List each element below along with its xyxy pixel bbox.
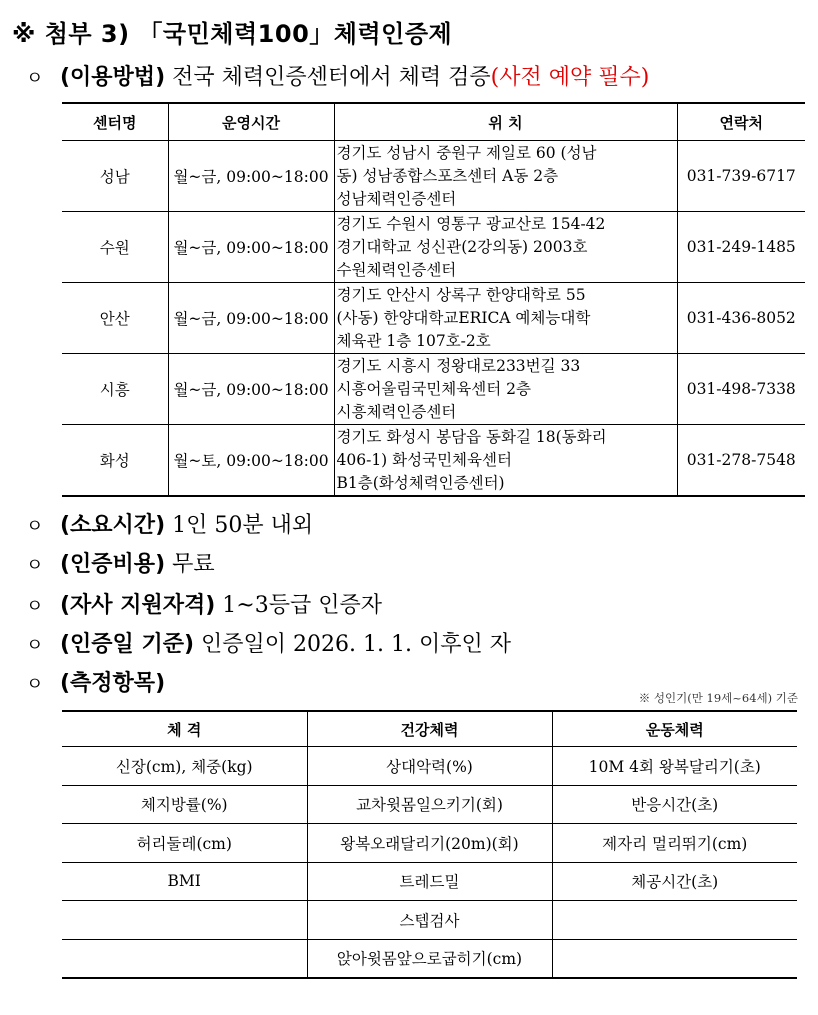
bullet-mark: ㅇ (26, 555, 44, 576)
usage-text: 전국 체력인증센터에서 체력 검증 (165, 65, 491, 90)
center-table-header (62, 103, 805, 141)
center-phone: 031-739-6717 (677, 141, 805, 212)
eligibility-label: (자사 지원자격) (60, 593, 216, 618)
address-line: 경기도 성남시 중원구 제일로 60 (성남 (336, 143, 597, 162)
center-name: 안산 (62, 283, 168, 354)
header-physique: 체 격 (62, 711, 307, 747)
table-cell: 트레드밀 (307, 862, 552, 901)
bullet-mark: ㅇ (26, 596, 44, 617)
table-cell (62, 939, 307, 978)
eligibility-line (26, 588, 382, 619)
center-address (334, 354, 677, 425)
address-line: 시흥어울림국민체육센터 2층 (336, 379, 531, 398)
address-line: 경기도 시흥시 정왕대로233번길 33 (336, 356, 581, 375)
center-hours: 월~금, 09:00~18:00 (168, 354, 334, 425)
address-line: 406-1) 화성국민체육센터 (336, 450, 512, 469)
bullet-mark: ㅇ (26, 674, 44, 695)
cost-text: 무료 (165, 552, 215, 577)
usage-line (26, 60, 649, 91)
header-health-fitness: 건강체력 (307, 711, 552, 747)
address-line: 동) 성남종합스포츠센터 A동 2층 (336, 166, 559, 185)
table-cell (552, 901, 797, 940)
address-line: (사동) 한양대학교ERICA 예체능대학 (336, 308, 591, 327)
bullet-mark: ㅇ (26, 516, 44, 537)
center-name: 성남 (62, 141, 168, 212)
table-cell: 왕복오래달리기(20m)(회) (307, 824, 552, 863)
center-phone: 031-249-1485 (677, 212, 805, 283)
table-row (62, 939, 797, 978)
table-cell: 교차윗몸일으키기(회) (307, 785, 552, 824)
table-row (62, 354, 805, 425)
header-contact: 연락처 (677, 103, 805, 141)
address-line: 경기도 안산시 상록구 한양대학로 55 (336, 285, 586, 304)
center-hours: 월~금, 09:00~18:00 (168, 283, 334, 354)
table-cell: 제자리 멀리뛰기(cm) (552, 824, 797, 863)
table-row (62, 824, 797, 863)
table-row (62, 862, 797, 901)
table-cell: 10M 4회 왕복달리기(초) (552, 747, 797, 786)
center-hours: 월~금, 09:00~18:00 (168, 141, 334, 212)
table-cell (552, 939, 797, 978)
center-phone: 031-498-7338 (677, 354, 805, 425)
center-hours: 월~토, 09:00~18:00 (168, 425, 334, 497)
address-line: 경기도 수원시 영통구 광교산로 154-42 (336, 214, 606, 233)
cert-date-line (26, 627, 511, 658)
reservation-required-text: (사전 예약 필수) (490, 65, 650, 90)
table-cell: 스텝검사 (307, 901, 552, 940)
table-cell (62, 901, 307, 940)
header-hours: 운영시간 (168, 103, 334, 141)
center-address (334, 141, 677, 212)
table-row (62, 785, 797, 824)
center-name: 시흥 (62, 354, 168, 425)
table-row (62, 283, 805, 354)
center-address (334, 425, 677, 497)
table-cell: 체공시간(초) (552, 862, 797, 901)
measurement-line (26, 666, 165, 697)
center-phone: 031-436-8052 (677, 283, 805, 354)
table-row (62, 425, 805, 497)
center-name: 수원 (62, 212, 168, 283)
table-cell: 허리둘레(cm) (62, 824, 307, 863)
table-row (62, 901, 797, 940)
duration-line (26, 508, 313, 539)
cost-label: (인증비용) (60, 552, 166, 577)
measurement-label: (측정항목) (60, 671, 166, 696)
center-table (62, 102, 805, 497)
cert-date-text: 인증일이 2026. 1. 1. 이후인 자 (194, 632, 511, 657)
usage-label: (이용방법) (60, 65, 166, 90)
address-line: 경기대학교 성신관(2강의동) 2003호 (336, 237, 588, 256)
center-name: 화성 (62, 425, 168, 497)
bullet-mark: ㅇ (26, 635, 44, 656)
center-address (334, 283, 677, 354)
table-row (62, 141, 805, 212)
eligibility-text: 1~3등급 인증자 (215, 593, 382, 618)
table-cell: 반응시간(초) (552, 785, 797, 824)
table-cell: 앉아윗몸앞으로굽히기(cm) (307, 939, 552, 978)
address-line: 성남체력인증센터 (336, 189, 457, 208)
center-hours: 월~금, 09:00~18:00 (168, 212, 334, 283)
header-location: 위 치 (334, 103, 677, 141)
address-line: 시흥체력인증센터 (336, 402, 457, 421)
duration-label: (소요시간) (60, 513, 166, 538)
table-cell: 상대악력(%) (307, 747, 552, 786)
header-motor-fitness: 운동체력 (552, 711, 797, 747)
age-note: ※ 성인기(만 19세~64세) 기준 (638, 691, 798, 705)
cost-line (26, 547, 215, 578)
center-phone: 031-278-7548 (677, 425, 805, 497)
address-line: 경기도 화성시 봉담읍 동화길 18(동화리 (336, 427, 607, 446)
address-line: 체육관 1층 107호-2호 (336, 331, 491, 350)
table-cell: BMI (62, 862, 307, 901)
header-center-name: 센터명 (62, 103, 168, 141)
duration-text: 1인 50분 내외 (165, 513, 314, 538)
table-cell: 체지방률(%) (62, 785, 307, 824)
table-row (62, 212, 805, 283)
bullet-mark: ㅇ (26, 68, 44, 89)
table-row (62, 747, 797, 786)
cert-date-label: (인증일 기준) (60, 632, 195, 657)
address-line: 수원체력인증센터 (336, 260, 457, 279)
address-line: B1층(화성체력인증센터) (336, 473, 505, 492)
table-cell: 신장(cm), 체중(kg) (62, 747, 307, 786)
page-title: ※ 첨부 3) 「국민체력100」체력인증제 (12, 20, 453, 48)
center-address (334, 212, 677, 283)
measurement-table (62, 710, 797, 979)
measurement-table-header (62, 711, 797, 747)
